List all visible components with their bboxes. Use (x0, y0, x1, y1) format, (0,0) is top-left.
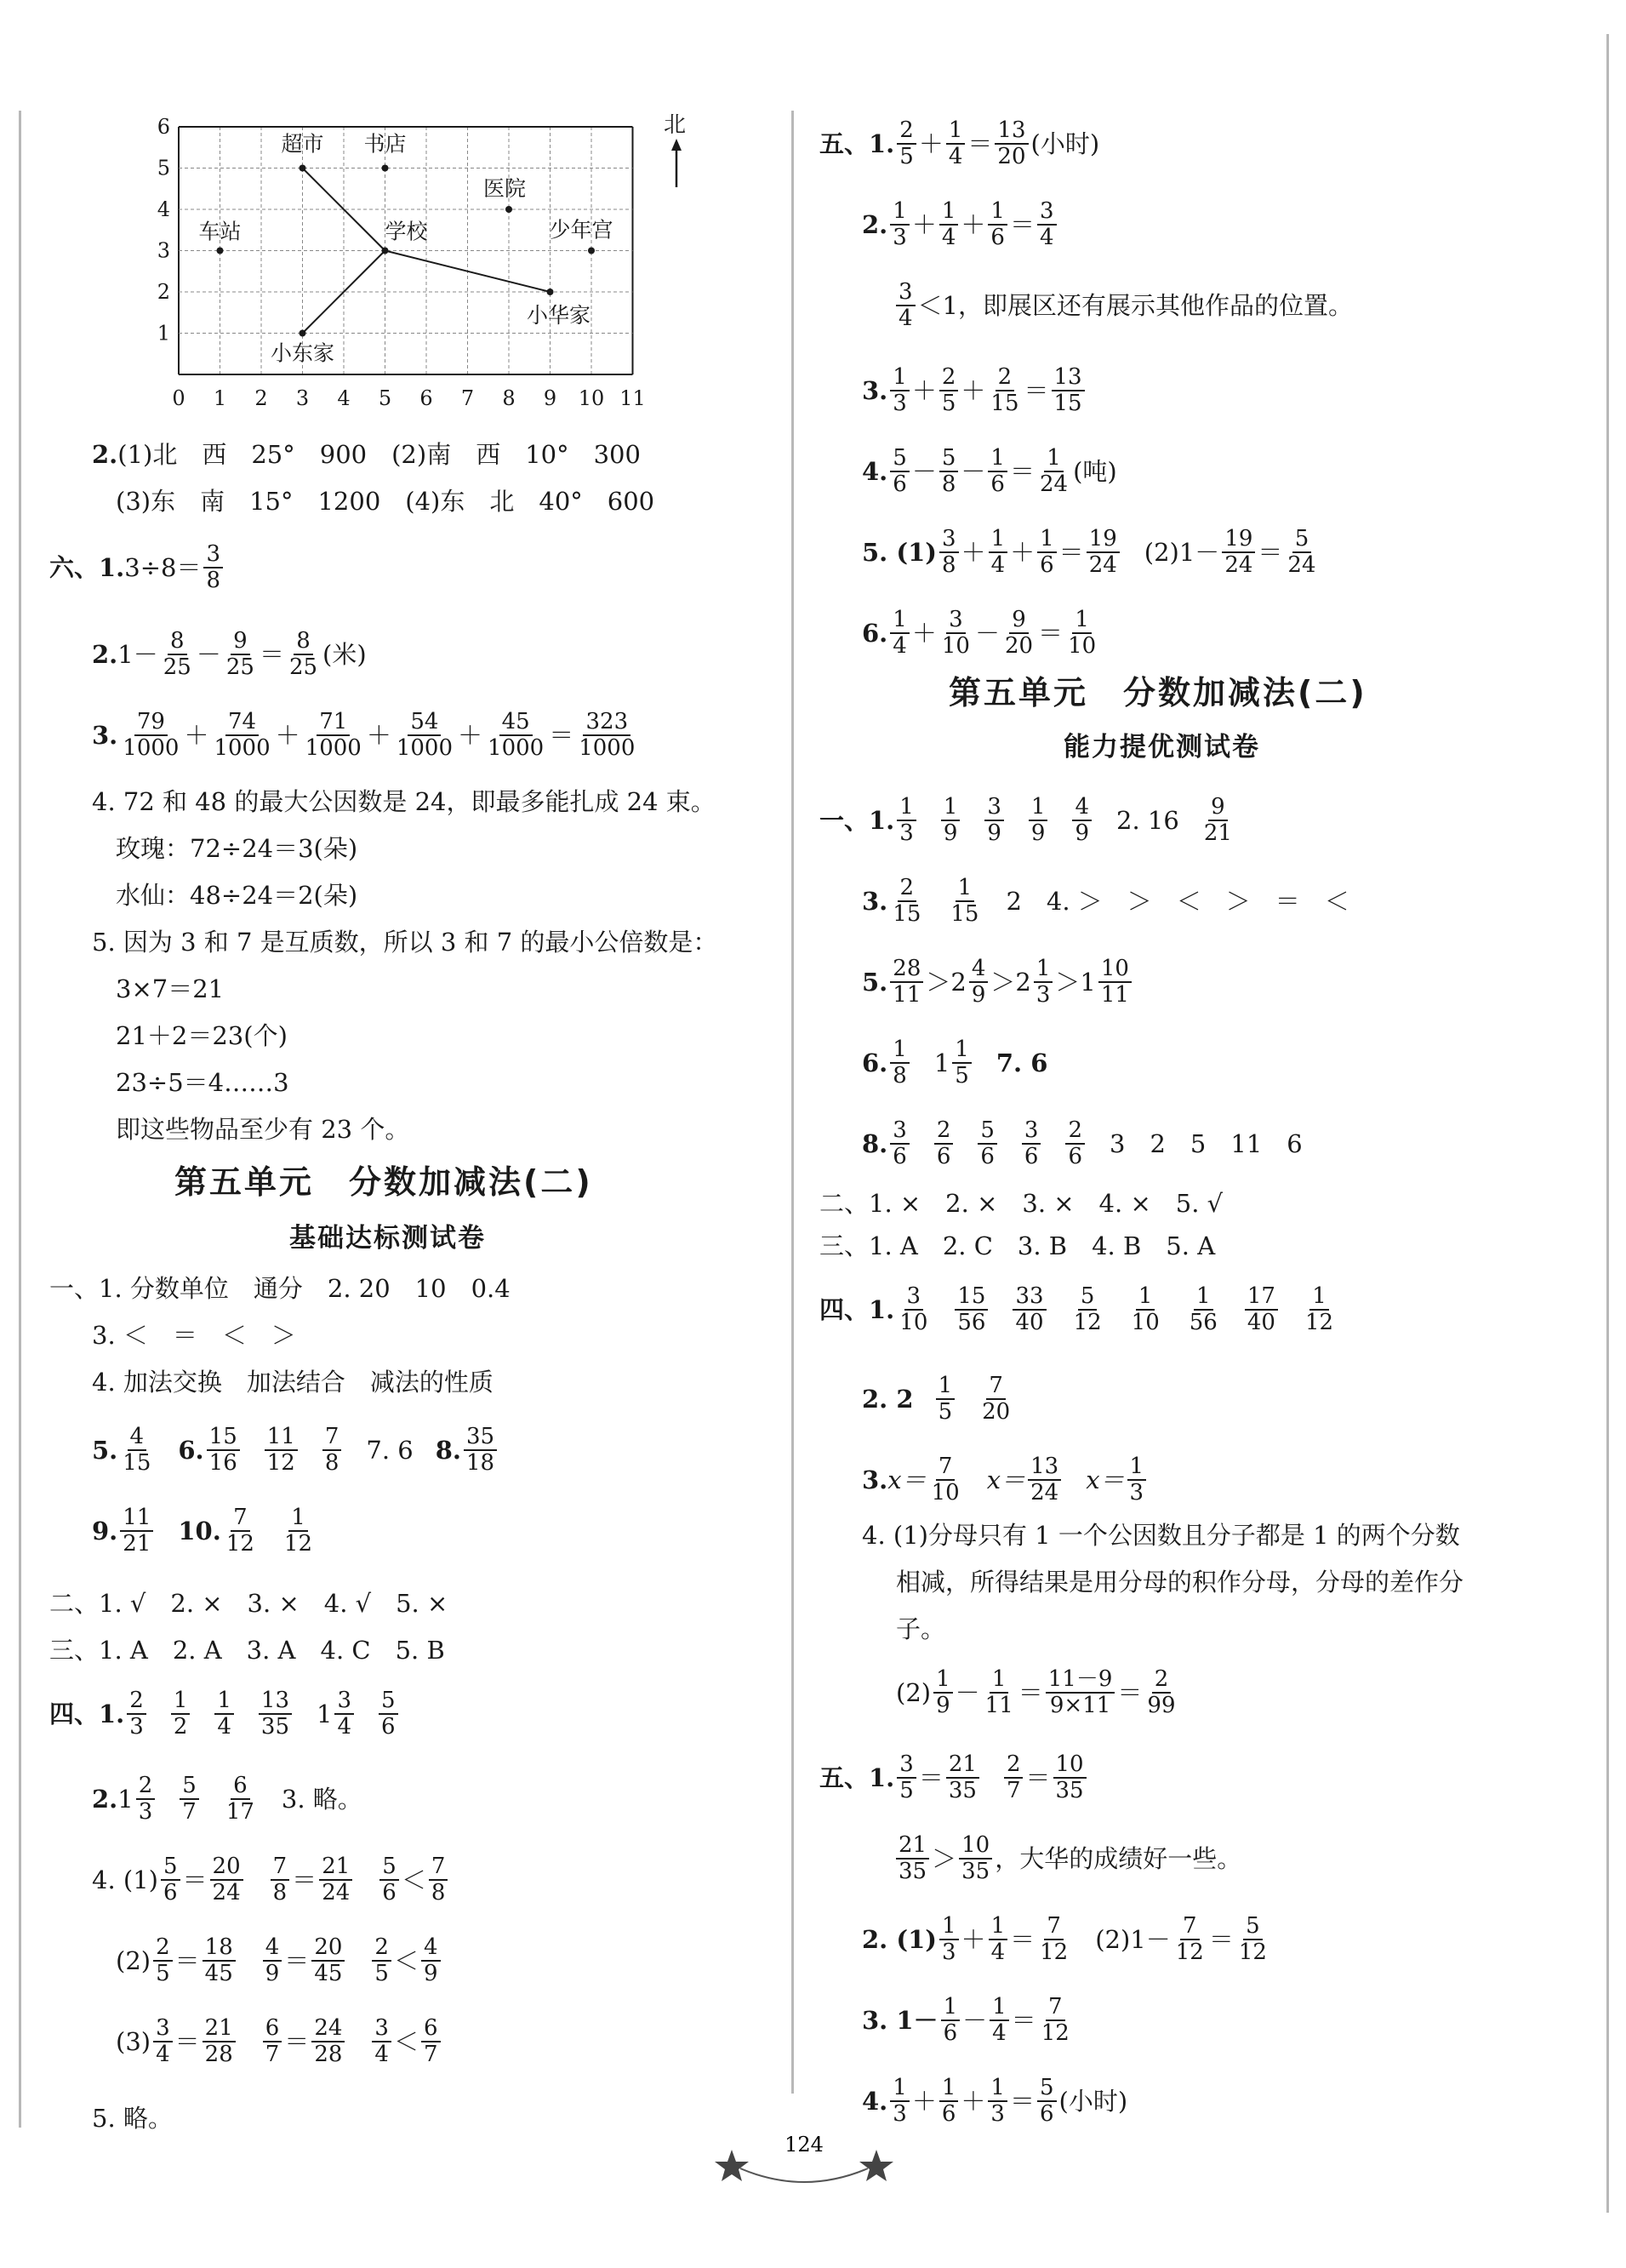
l-a4: 4. 加法交换 加法结合 减法的性质 (92, 1368, 494, 1397)
place-label: 少年宫 (549, 217, 613, 243)
north-label: 北 (664, 112, 687, 138)
fraction: $\frac{2}{5}$ (153, 1936, 173, 1986)
r-8: 8. $\frac{3}{6}$ $\frac{2}{6}$ $\frac{5}{6}$ $\frac{3}{6}$ $\frac{2}{6}$ 3 2 5 11 6 (862, 1117, 1303, 1170)
fraction: $\frac{5}{6}$ (161, 1855, 180, 1905)
fraction: $\frac{18}{45}$ (203, 1936, 236, 1986)
place-label: 学校 (385, 219, 428, 244)
x-tick-label: 11 (619, 386, 646, 410)
x-tick-label: 4 (337, 386, 351, 410)
r-w5: 5. (1) $\frac{3}{8}$ ＋ $\frac{1}{4}$ ＋ $\frac{1}{6}$ ＝ $\frac{19}{24}$ (2)1－ $\frac{19}{24}$ ＝ $\frac{5}{24}$ (862, 526, 1316, 579)
l-six-5b: 3×7＝21 (116, 974, 225, 1003)
x-tick-label: 5 (378, 386, 392, 410)
place-dot (300, 330, 306, 337)
r-b: 二、1. × 2. × 3. × 4. × 5. √ (819, 1189, 1224, 1218)
l-d4-row: (2) $\frac{2}{5}$ ＝ $\frac{18}{45}$ $\frac{4}{9}$ ＝ $\frac{20}{45}$ $\frac{2}{5}$ ＜ $\frac{4}{9}$ (116, 1936, 443, 1986)
l-a1: 一、1. 分数单位 通分 2. 20 10 0.4 (49, 1274, 511, 1303)
l-six-2: 2. 1－ $\frac{8}{25}$ － $\frac{9}{25}$ ＝ $\frac{8}{25}$ (米) (92, 628, 367, 681)
fraction: $\frac{4}{9}$ (263, 1936, 282, 1986)
l-six-5c: 21＋2＝23(个) (116, 1021, 288, 1050)
r-w4: 4. $\frac{5}{6}$ － $\frac{5}{8}$ － $\frac{1}{6}$ ＝ $\frac{1}{24}$ (吨) (862, 445, 1117, 498)
l-d5: 5. 略。 (92, 2104, 173, 2133)
place-dot (382, 165, 389, 172)
fraction: $\frac{21}{28}$ (203, 2017, 236, 2067)
fraction: $\frac{6}{7}$ (263, 2017, 282, 2067)
r-d2: 2. 2 $\frac{1}{5}$ $\frac{7}{20}$ (862, 1373, 1011, 1425)
x-tick-label: 8 (502, 386, 516, 410)
r-d4c: 子。 (896, 1614, 946, 1643)
fraction: $\frac{20}{24}$ (210, 1855, 243, 1905)
fraction: $\frac{7}{8}$ (429, 1855, 448, 1905)
l-c: 三、1. A 2. A 3. A 4. C 5. B (49, 1636, 445, 1665)
place-label: 小东家 (270, 340, 335, 366)
place-label: 医院 (482, 176, 527, 201)
r-d3: 3. x＝ $\frac{7}{10}$ x＝ $\frac{13}{24}$ x＝ $\frac{1}{3}$ (862, 1455, 1149, 1505)
l-a3: 3. ＜ ＝ ＜ ＞ (92, 1321, 296, 1350)
r-e1: 五、1. $\frac{3}{5}$ ＝ $\frac{21}{35}$ $\frac{2}{7}$ ＝ $\frac{10}{35}$ (819, 1753, 1089, 1803)
place-dot (382, 248, 389, 254)
fraction: $\frac{21}{24}$ (319, 1855, 352, 1905)
x-tick-label: 6 (419, 386, 433, 410)
r-5: 5. $\frac{28}{11}$ ＞2 $\frac{4}{9}$ ＞2 $\frac{1}{3}$ ＞1 $\frac{10}{11}$ (862, 957, 1134, 1008)
place-label: 书店 (363, 131, 407, 157)
l-d4-row: 4. (1) $\frac{5}{6}$ ＝ $\frac{20}{24}$ $\frac{7}{8}$ ＝ $\frac{21}{24}$ $\frac{5}{6}$ ＜ $\frac{7}{8}$ (92, 1855, 450, 1905)
x-tick-label: 2 (254, 386, 268, 410)
y-tick-label: 3 (157, 238, 170, 263)
l-b: 二、1. √ 2. × 3. × 4. √ 5. × (49, 1589, 448, 1618)
r-w2: 2. $\frac{1}{3}$ ＋ $\frac{1}{4}$ ＋ $\frac{1}{6}$ ＝ $\frac{3}{4}$ (862, 200, 1059, 250)
x-tick-label: 0 (172, 386, 185, 410)
fraction: $\frac{5}{6}$ (379, 1855, 399, 1905)
right-margin-rule (1606, 34, 1609, 2213)
page-number: 124 (784, 2133, 824, 2157)
fraction: $\frac{3}{4}$ (372, 2017, 391, 2067)
coordinate-map (157, 106, 689, 417)
place-label: 超市 (281, 131, 324, 157)
place-label: 小华家 (526, 303, 591, 328)
l-six-1: 六、1. 3÷8＝ $\frac{3}{8}$ (49, 543, 225, 593)
r-3: 3. $\frac{2}{15}$ $\frac{1}{15}$ 2 4. ＞ ＞ ＜ ＞ ＝ ＜ (862, 875, 1349, 928)
fraction: $\frac{3}{8}$ (203, 543, 223, 593)
x-tick-label: 10 (578, 386, 605, 410)
l-a5: 5. $\frac{4}{15}$ 6. $\frac{15}{16}$ $\frac{11}{12}$ $\frac{7}{8}$ 7. 6 8. $\frac{35}{18}$ (92, 1425, 499, 1476)
r-e2: 2. (1) $\frac{1}{3}$ ＋ $\frac{1}{4}$ ＝ $\frac{7}{12}$ (2)1－ $\frac{7}{12}$ ＝ $\frac{5}{12}$ (862, 1913, 1267, 1966)
r-e4: 4. $\frac{1}{3}$ ＋ $\frac{1}{6}$ ＋ $\frac{1}{3}$ ＝ $\frac{5}{6}$ (小时) (862, 2075, 1128, 2128)
l-six-3: 3. $\frac{79}{1000}$ ＋ $\frac{74}{1000}$ ＋ $\frac{71}{1000}$ ＋ $\frac{54}{1000}$ ＋ $\frac{45}{1000}$ ＝ $\frac{323}{1000}$ (92, 709, 636, 762)
y-tick-label: 5 (157, 156, 170, 180)
fraction: $\frac{4}{9}$ (421, 1936, 441, 1986)
fraction: $\frac{24}{28}$ (311, 2017, 345, 2067)
l-s2b: (3)东 南 15° 1200 (4)东 北 40° 600 (116, 487, 655, 516)
column-divider (791, 111, 794, 2094)
x-tick-label: 1 (213, 386, 227, 410)
l-six-4b: 玫瑰：72÷24＝3(朵) (116, 834, 358, 863)
l-six-5: 5. 因为 3 和 7 是互质数，所以 3 和 7 的最小公倍数是： (92, 928, 718, 957)
r-d4a: 4. (1)分母只有 1 一个公因数且分子都是 1 的两个分数 (862, 1521, 1460, 1550)
fraction: $\frac{3}{4}$ (153, 2017, 173, 2067)
unit-title-left: 第五单元 分数加减法(二) (174, 1163, 593, 1201)
place-label: 车站 (198, 219, 242, 244)
r-c: 三、1. A 2. C 3. B 4. B 5. A (819, 1231, 1216, 1260)
map-axis-ticks (157, 115, 646, 410)
north-arrow (664, 112, 686, 187)
place-dot (217, 248, 224, 254)
y-tick-label: 2 (157, 280, 170, 304)
r-e1b: $\frac{21}{35}$ ＞ $\frac{10}{35}$ ，大华的成绩好一些。 (893, 1834, 1241, 1884)
x-tick-label: 7 (460, 386, 475, 410)
y-tick-label: 6 (157, 115, 170, 139)
r-d4d: (2) $\frac{1}{9}$ － $\frac{1}{11}$ ＝ $\frac{11-9}{9\times 11}$ ＝ $\frac{2}{99}$ (896, 1666, 1176, 1719)
y-tick-label: 1 (157, 321, 170, 346)
unit-title-right: 第五单元 分数加减法(二) (949, 674, 1367, 711)
place-dot (300, 165, 306, 172)
l-d2: 2. 1 $\frac{2}{3}$ $\frac{5}{7}$ $\frac{6}{17}$ 3. 略。 (92, 1773, 362, 1825)
fraction: $\frac{2}{5}$ (372, 1936, 391, 1986)
fraction: $\frac{7}{8}$ (271, 1855, 290, 1905)
fraction: $\frac{6}{7}$ (421, 2017, 441, 2067)
x-tick-label: 3 (295, 386, 310, 410)
test-title-right: 能力提优测试卷 (1064, 732, 1260, 763)
page-footer (706, 2133, 902, 2193)
r-w1: 五、1. $\frac{2}{5}$ ＋ $\frac{1}{4}$ ＝ $\frac{13}{20}$ (小时) (819, 117, 1100, 170)
place-dot (547, 288, 554, 295)
place-dot (588, 248, 595, 254)
x-tick-label: 9 (543, 386, 557, 410)
l-a9: 9. $\frac{11}{21}$ 10. $\frac{7}{12}$ $\frac{1}{12}$ (92, 1505, 313, 1557)
r-w2b: $\frac{3}{4}$ ＜1，即展区还有展示其他作品的位置。 (893, 281, 1353, 331)
y-tick-label: 4 (157, 197, 170, 221)
map-grid (179, 127, 633, 374)
l-six-4c: 水仙：48÷24＝2(朵) (116, 881, 358, 910)
star-ornament-icon (706, 2133, 902, 2187)
r-6: 6. $\frac{1}{8}$ 1 $\frac{1}{5}$ 7. 6 (862, 1037, 1048, 1089)
left-margin-rule (19, 111, 21, 2128)
r-w3: 3. $\frac{1}{3}$ ＋ $\frac{2}{5}$ ＋ $\frac{2}{15}$ ＝ $\frac{13}{15}$ (862, 366, 1087, 416)
r-e3: 3. 1－ $\frac{1}{6}$ － $\frac{1}{4}$ ＝ $\frac{7}{12}$ (862, 1994, 1070, 2047)
l-six-5d: 23÷5＝4……3 (116, 1068, 289, 1097)
l-d4-row: (3) $\frac{3}{4}$ ＝ $\frac{21}{28}$ $\frac{6}{7}$ ＝ $\frac{24}{28}$ $\frac{3}{4}$ ＜ $\frac{6}{7}$ (116, 2017, 443, 2067)
fraction: $\frac{20}{45}$ (311, 1936, 345, 1986)
l-d1: 四、1. $\frac{2}{3}$ $\frac{1}{2}$ $\frac{1}{4}$ $\frac{13}{35}$ 1 $\frac{3}{4}$ $\frac{5}{6}$ (49, 1689, 401, 1740)
l-s2a: 2. (1)北 西 25° 900 (2)南 西 10° 300 (92, 440, 641, 469)
place-dot (505, 206, 512, 213)
r-d1: 四、1. $\frac{3}{10}$ $\frac{15}{56}$ $\frac{33}{40}$ $\frac{5}{12}$ $\frac{1}{10}$ $\frac{1}{56}$ $\frac{17}{40}$ $\frac{1}{12}$ (819, 1283, 1334, 1336)
l-six-5e: 即这些物品至少有 23 个。 (116, 1115, 410, 1144)
r-w6: 6. $\frac{1}{4}$ ＋ $\frac{3}{10}$ － $\frac{9}{20}$ ＝ $\frac{1}{10}$ (862, 607, 1097, 660)
r-1: 一、1. $\frac{1}{3}$ $\frac{1}{9}$ $\frac{3}{9}$ $\frac{1}{9}$ $\frac{4}{9}$ 2. 16 $\frac{9}{21}$ (819, 794, 1232, 847)
r-d4b: 相减，所得结果是用分母的积作分母，分母的差作分 (896, 1568, 1464, 1597)
l-six-4: 4. 72 和 48 的最大公因数是 24，即最多能扎成 24 束。 (92, 787, 716, 816)
route-line (385, 251, 551, 293)
test-title-left: 基础达标测试卷 (289, 1223, 486, 1254)
